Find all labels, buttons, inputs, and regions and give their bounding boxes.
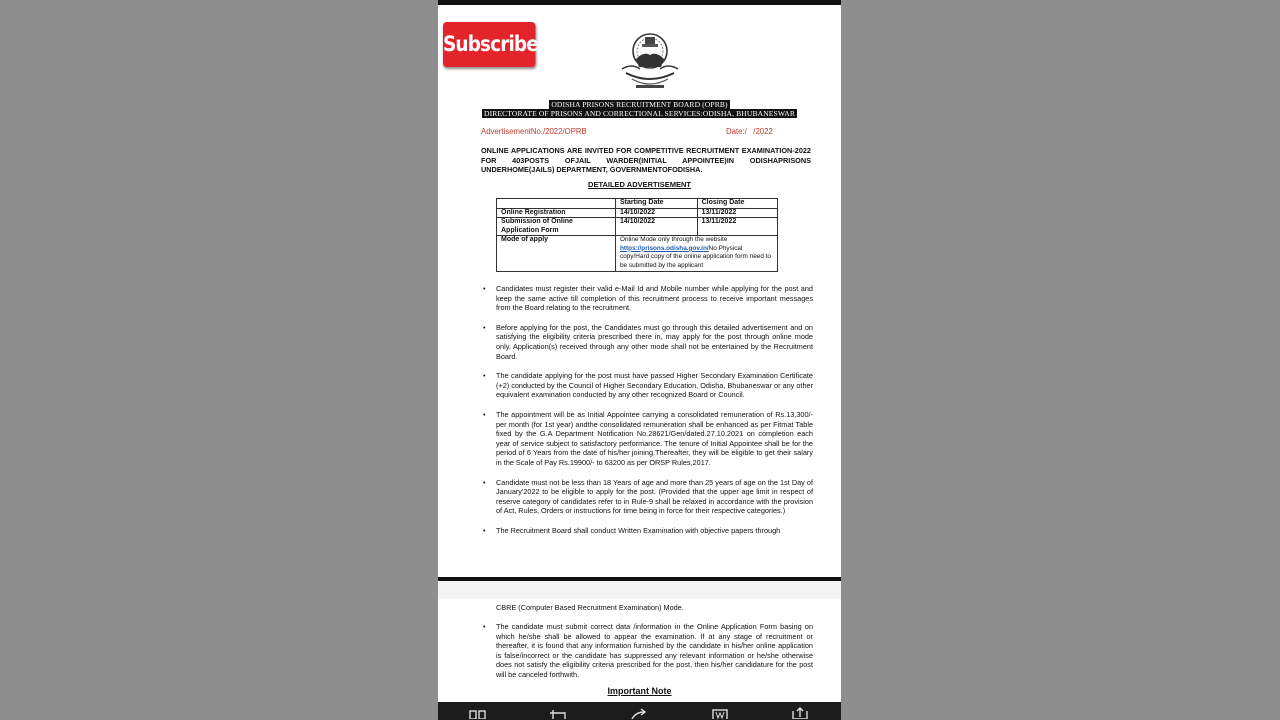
advertisement-number: AdvertisementNo./2022/OPRB — [481, 127, 587, 136]
table-row — [497, 208, 778, 218]
list-item: • Before applying for the post, the Candidates must go through this detailed advertisement and on satisfying the eligibility criteria prescribed there in, may apply for the post through online mode only. Application(s) received through any other mode shall not be entertained by the Recruitment Board. — [483, 322, 813, 361]
row-label: Submission of Online Application Form — [497, 218, 616, 236]
table-row — [497, 218, 778, 236]
list-item: • Candidates must register their valid e-Mail Id and Mobile number while applying for the post and keep the same active till completion of this recruitment process to receive important messages from the Board relating to the recruitment. — [483, 284, 813, 313]
word-doc-icon[interactable] — [709, 707, 731, 719]
page-gap — [438, 581, 841, 599]
row-close: 13/11/2022 — [697, 208, 777, 218]
list-item: • The candidate must submit correct data /information in the Online Application Form basing on which he/she shall be allowed to appear the examination. If at any stage of recruitment or thereafter, it is found that any information furnished by the candidate in his/her online application is false/incorrect or the candidate has suppressed any relevant information or he/she otherwise does not satisfy the eligibility criteria prescribed for the post, then his/her candidature for the post will be canceled forthwith. — [483, 622, 813, 679]
row-label: Online Registration — [497, 208, 616, 218]
document-page — [438, 0, 841, 720]
instructions-list — [481, 284, 813, 535]
board-name: ODISHA PRISONS RECRUITMENT BOARD (OPRB) — [551, 100, 728, 109]
mode-label: Mode of apply — [497, 236, 616, 272]
table-header-row — [497, 199, 778, 209]
intro-paragraph: ONLINE APPLICATIONS ARE INVITED FOR COMPETITIVE RECRUITMENT EXAMINATION-2022 FOR 403POSTS OFJAIL WARDER(INITIAL APPOINTEE)IN ODISHAPRISONS UNDERHOME(JAILS) DEPARTMENT, GOVERNMENTOFODISHA. — [481, 146, 811, 174]
website-link[interactable]: https://prisons.odisha.gov.in/ — [620, 244, 709, 252]
bottom-nav-bar — [438, 702, 841, 720]
grid-icon[interactable] — [467, 707, 489, 719]
export-icon[interactable] — [790, 707, 812, 719]
list-item: • The appointment will be as Initial Appointee carrying a consolidated remuneration of Rs.13,300/- per month (for 1st year) andthe consolidated remuneration shall be enhanced as per Fitmat Table fixed by the G.A Department Notification No.28621/Gen/dated.27.10.2021 on completion each year of service subject to satisfactory performance. The tenure of Initial Appointee shall be for the period of 6 Years from the date of his/her joining.Thereafter, they will be eligible to get their salary in the Scale of Pay Rs.19900/- to 63200 as per ORSP Rules,2017. — [483, 409, 813, 467]
board-emblem-icon — [614, 29, 686, 93]
crop-icon[interactable] — [548, 707, 570, 719]
cbre-continuation: CBRE (Computer Based Recruitment Examination) Mode. — [496, 603, 684, 612]
important-note-title: Important Note — [607, 686, 672, 696]
subscribe-button[interactable]: Subscribe — [443, 22, 535, 67]
mode-value — [616, 236, 778, 272]
mode-pre-text: Online Mode only through the website — [620, 236, 728, 244]
closing-date-header: Closing Date — [697, 199, 777, 209]
directorate-name: DIRECTORATE OF PRISONS AND CORRECTIONAL SERVICES:ODISHA, BHUBANESWAR — [483, 109, 796, 118]
share-icon[interactable] — [628, 707, 650, 719]
list-item: • Candidate must not be less than 18 Years of age and more than 25 years of age on the 1st Day of January'2022 to be eligible to apply for the post. (Provided that the upper age limit in respect of reserve category of candidates refer to in Rule-9 shall be relaxed in accordance with the provision of Act, Rules, Orders or instructions for time being in force for their respective categories.) — [483, 477, 813, 516]
list-item: • The candidate applying for the post must have passed Higher Secondary Examination Certificate (+2) conducted by the Council of Higher Secondary Education, Odisha, Bhubaneswar or any other equivalent examination conducted by any other recognized Board or Council. — [483, 371, 813, 400]
starting-date-header: Starting Date — [616, 199, 698, 209]
page2-list — [481, 622, 813, 680]
mode-post-text: No Physical copy/Hard copy of the online application form need to be submitted by the applicant — [620, 244, 771, 269]
table-row — [497, 236, 778, 272]
row-start: 14/10/2022 — [616, 218, 698, 236]
row-start: 14/10/2022 — [616, 208, 698, 218]
top-bar — [438, 0, 841, 5]
advertisement-date: Date:/ /2022 — [726, 127, 773, 136]
list-item: • The Recruitment Board shall conduct Written Examination with objective papers through — [483, 525, 781, 535]
row-close: 13/11/2022 — [697, 218, 777, 236]
detailed-advertisement-title: DETAILED ADVERTISEMENT — [588, 180, 691, 189]
schedule-table — [496, 198, 778, 272]
